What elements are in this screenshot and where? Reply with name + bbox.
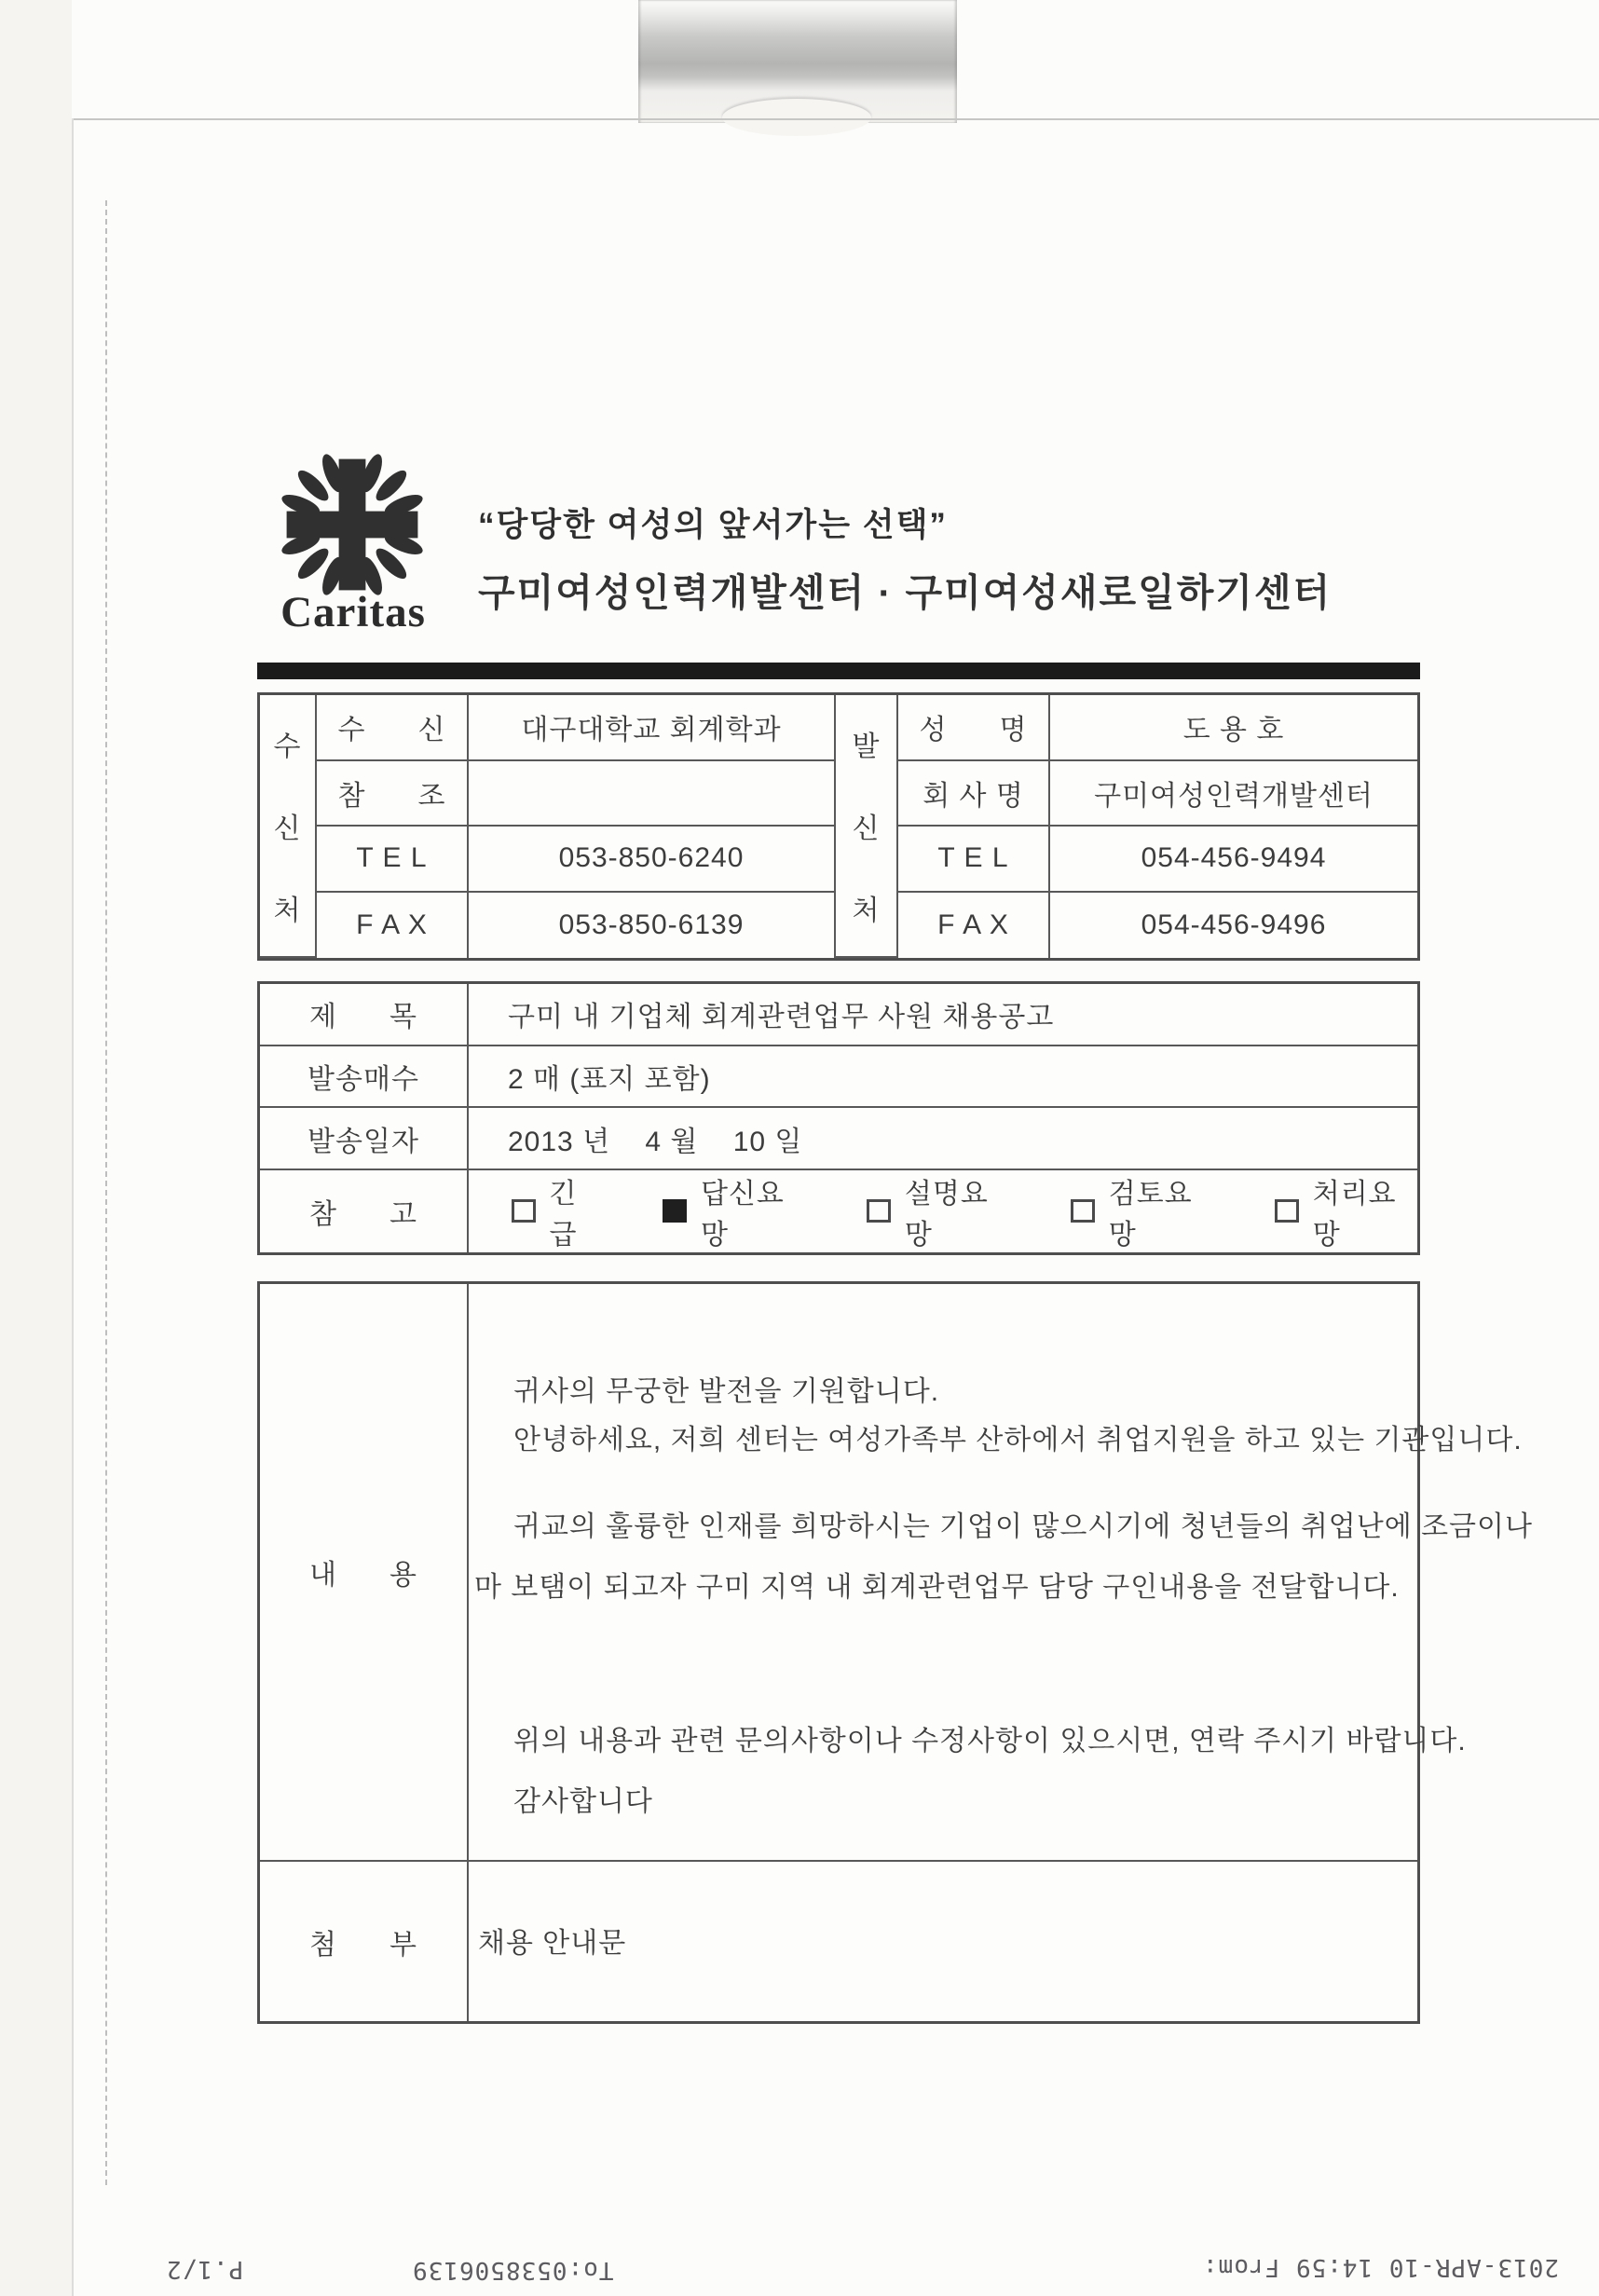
remark-option-reply-requested: 답신요망 xyxy=(663,1170,805,1252)
sender-char: 처 xyxy=(852,895,881,926)
sender-char: 발 xyxy=(852,731,881,762)
recipient-tel-label: T E L xyxy=(317,827,469,893)
send-date-label: 발송일자 xyxy=(260,1108,469,1170)
remark-option-processing-requested: 처리요망 xyxy=(1275,1170,1417,1252)
scanner-feeder-shadow xyxy=(638,0,957,123)
checkbox-icon xyxy=(867,1199,891,1223)
recipient-cc-value xyxy=(469,761,836,827)
recipient-to-label: 수 신 xyxy=(317,695,469,761)
paper-fold-dashed-line xyxy=(105,200,107,2185)
subject-value: 구미 내 기업체 회계관련업무 사원 채용공고 xyxy=(469,984,1417,1046)
content-line: 마 보탬이 되고자 구미 지역 내 회계관련업무 담당 구인내용을 전달합니다. xyxy=(474,1572,1400,1603)
content-body xyxy=(469,1284,1533,1862)
sender-fax-label: F A X xyxy=(898,893,1050,959)
sender-name-label: 성 명 xyxy=(898,695,1050,761)
checkbox-icon xyxy=(1275,1199,1299,1223)
sender-company-label: 회 사 명 xyxy=(898,761,1050,827)
content-line: 귀교의 훌륭한 인재를 희망하시는 기업이 많으시기에 청년들의 취업난에 조금이나 xyxy=(513,1511,1533,1542)
sender-name-value: 도 용 호 xyxy=(1050,695,1417,761)
sender-fax-value: 054-456-9496 xyxy=(1141,909,1327,940)
letterhead-slogan: “당당한 여성의 앞서가는 선택” xyxy=(478,507,948,543)
recipient-group-header xyxy=(260,695,317,958)
fax-to-number: To:0538506139 xyxy=(412,2256,614,2284)
organization-names: 구미여성인력개발센터 · 구미여성새로일하기센터 xyxy=(478,571,1332,614)
page-count-label: 발송매수 xyxy=(260,1046,469,1109)
remark-option-explanation-requested: 설명요망 xyxy=(867,1170,1009,1252)
remark-option-urgent: 긴급 xyxy=(512,1170,601,1252)
attachment-label: 첨 부 xyxy=(260,1862,469,2021)
sender-tel-label: T E L xyxy=(898,827,1050,893)
recipient-char: 처 xyxy=(273,895,302,926)
content-line: 감사합니다 xyxy=(513,1786,653,1817)
caritas-cross-icon xyxy=(278,450,427,599)
sender-tel-value: 054-456-9494 xyxy=(1050,827,1417,893)
send-date-value: 2013 년 4 월 10 일 xyxy=(469,1108,1417,1170)
remark-option-review-requested: 검토요망 xyxy=(1071,1170,1213,1252)
subject-label: 제 목 xyxy=(260,984,469,1046)
caritas-logo-text: Caritas xyxy=(280,588,426,636)
recipient-to-value: 대구대학교 회계학과 xyxy=(469,695,836,761)
recipient-char: 수 xyxy=(273,731,302,762)
fax-info-table xyxy=(257,981,1420,1255)
fax-content-table xyxy=(257,1281,1533,2024)
fax-timestamp: 2013-APR-10 14:59 From: xyxy=(1202,2253,1560,2281)
sender-char: 신 xyxy=(852,813,881,844)
checkbox-icon xyxy=(663,1199,687,1223)
paper-left-edge xyxy=(72,118,74,2296)
scanner-edge-strip xyxy=(0,0,72,2296)
page-count-value: 2 매 (표지 포함) xyxy=(469,1046,1417,1109)
header-divider-bar xyxy=(257,663,1420,679)
paper-top-edge xyxy=(73,118,1599,120)
checkbox-icon xyxy=(1071,1199,1095,1223)
recipient-tel-value: 053-850-6240 xyxy=(469,827,836,893)
remarks-options xyxy=(469,1170,1417,1252)
recipient-cc-label: 참 조 xyxy=(317,761,469,827)
fax-page-number: P.1/2 xyxy=(166,2255,244,2283)
recipient-fax-label: F A X xyxy=(317,893,469,959)
content-line: 위의 내용과 관련 문의사항이나 수정사항이 있으시면, 연락 주시기 바랍니다. xyxy=(513,1726,1467,1756)
checkbox-icon xyxy=(512,1199,536,1223)
content-line: 안녕하세요, 저희 센터는 여성가족부 산하에서 취업지원을 하고 있는 기관입니다. xyxy=(513,1425,1523,1456)
recipient-fax-value: 053-850-6139 xyxy=(469,893,836,959)
content-label: 내 용 xyxy=(260,1284,469,1862)
fax-routing-table xyxy=(257,692,1420,961)
sender-company-value: 구미여성인력개발센터 xyxy=(1050,761,1417,827)
attachment-value: 채용 안내문 xyxy=(478,1928,627,1959)
content-line: 귀사의 무궁한 발전을 기원합니다. xyxy=(513,1376,940,1407)
remarks-label: 참 고 xyxy=(260,1170,469,1252)
recipient-char: 신 xyxy=(273,813,302,844)
sender-group-header xyxy=(836,695,898,958)
